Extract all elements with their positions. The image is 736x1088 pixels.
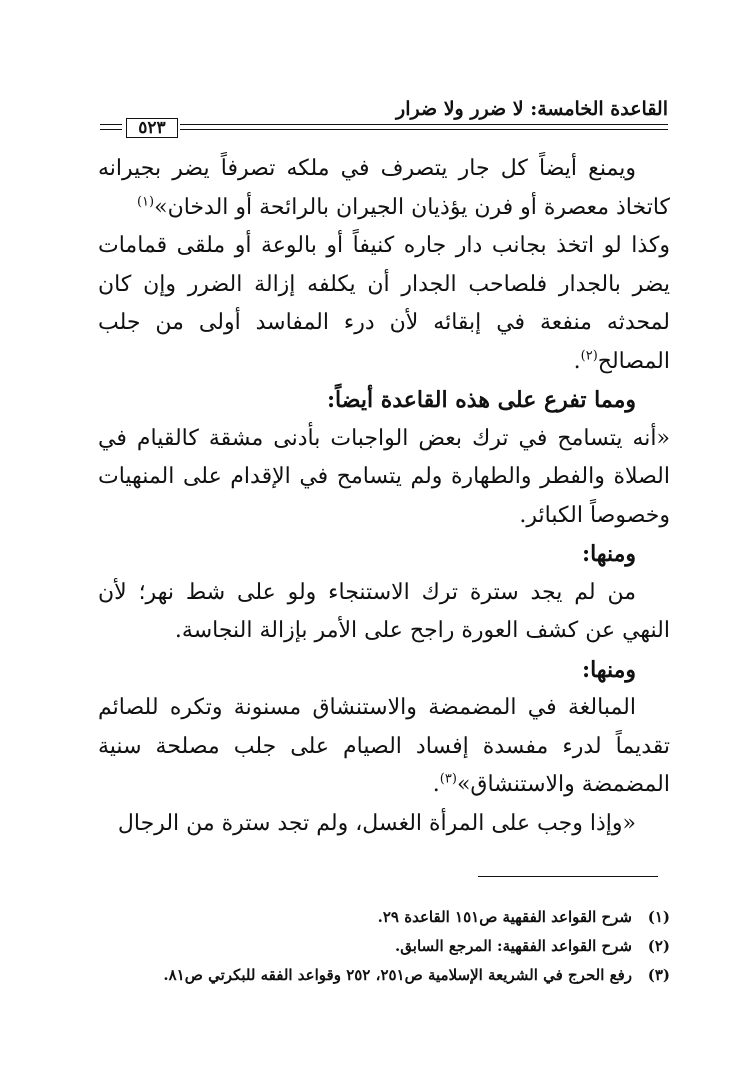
footnote-text: رفع الحرج في الشريعة الإسلامية ص٢٥١، ٢٥٢ وقواعد الفقه للبكرتي ص٨١. — [163, 966, 632, 984]
footnotes — [98, 903, 670, 990]
paragraph — [98, 150, 670, 227]
footnote-item — [98, 903, 670, 932]
paragraph — [98, 227, 670, 381]
section-heading: ومنها: — [581, 656, 636, 683]
footnote-text: شرح القواعد الفقهية: المرجع السابق. — [395, 937, 632, 955]
paragraph: «أنه يتسامح في ترك بعض الواجبات بأدنى مشقة كالقيام في الصلاة والفطر والطهارة ولم يتسامح في الإقدام على المنهيات وخصوصاً الكبائر. — [98, 425, 670, 528]
running-title: القاعدة الخامسة: لا ضرر ولا ضرار — [396, 98, 668, 120]
punctuation: . — [432, 772, 440, 797]
footnote-text: شرح القواعد الفقهية ص١٥١ القاعدة ٢٩. — [377, 908, 632, 926]
paragraph-text: وكذا لو اتخذ بجانب دار جاره كنيفاً أو بالوعة أو ملقى قمامات يضر بالجدار فلصاحب الجدار أن يكلفه إزالة الضرر وإن كان لمحدثه منفعة في إبقائه لأن درء المفاسد أولى من جلب المصالح — [98, 233, 670, 374]
footnote-separator — [478, 876, 658, 877]
page-number: ٥٢٣ — [126, 118, 178, 138]
page-header — [100, 98, 668, 138]
paragraph — [98, 689, 670, 805]
footnote-ref: (١) — [136, 194, 155, 210]
header-rule — [180, 124, 668, 130]
punctuation: . — [573, 348, 581, 374]
footnote-item — [98, 932, 670, 961]
paragraph-text: المبالغة في المضمضة والاستنشاق مسنونة وتكره للصائم تقديماً لدرء مفسدة إفساد الصيام على جلب مصلحة سنية المضمضة والاستنشاق» — [98, 695, 670, 797]
footnote-ref: (٣) — [439, 771, 457, 787]
section-heading: ومما تفرع على هذه القاعدة أيضاً: — [326, 387, 636, 413]
footnote-ref: (٢) — [580, 348, 598, 364]
footnote-number: (٢) — [647, 937, 670, 955]
footnote-item — [98, 961, 670, 990]
paragraph: «وإذا وجب على المرأة الغسل، ولم تجد سترة من الرجال — [117, 810, 636, 836]
paragraph-text: ويمنع أيضاً كل جار يتصرف في ملكه تصرفاً يضر بجيرانه كاتخاذ معصرة أو فرن يؤذيان الجيران بالرائحة أو الدخان» — [98, 156, 670, 220]
paragraph: من لم يجد سترة ترك الاستنجاء ولو على شط نهر؛ لأن النهي عن كشف العورة راجح على الأمر بإزالة النجاسة. — [98, 579, 670, 643]
body-text — [98, 150, 670, 843]
footnote-number: (٣) — [647, 966, 670, 984]
header-rule-short — [100, 124, 122, 130]
section-heading: ومنها: — [581, 541, 636, 567]
footnote-number: (١) — [647, 908, 670, 926]
